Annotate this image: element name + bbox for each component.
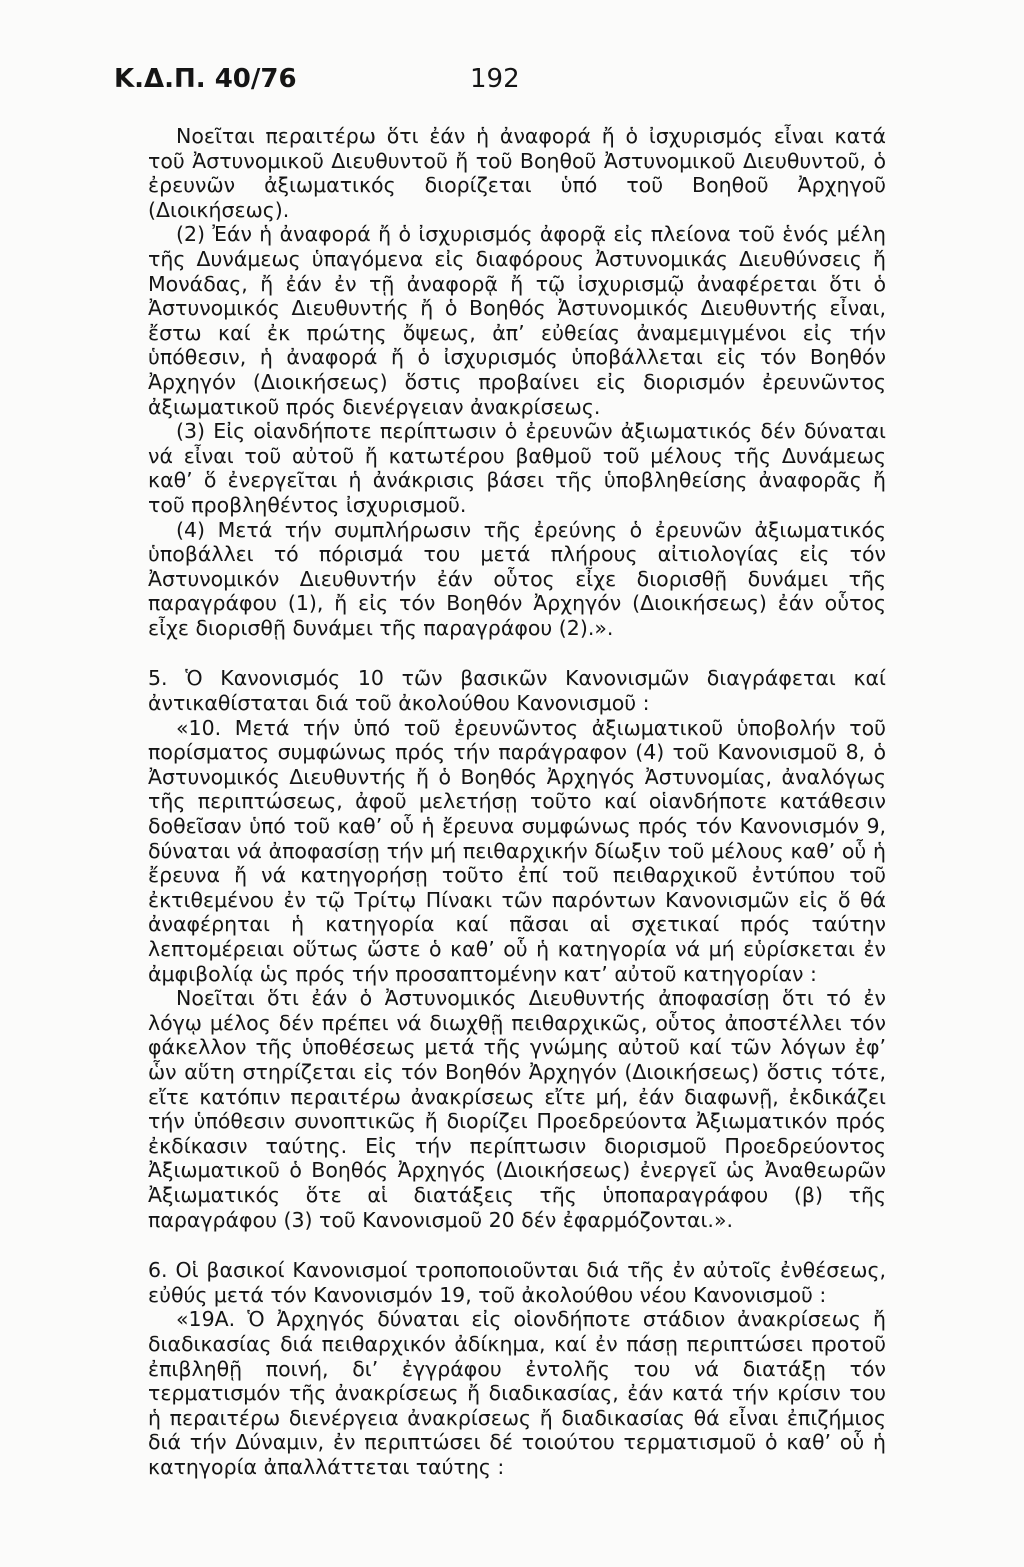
page-header xyxy=(114,64,914,104)
document-reference: Κ.Δ.Π. 40/76 xyxy=(114,64,297,94)
regulation-19a: «19Α. Ὁ Ἀρχηγός δύναται εἰς οἱονδήποτε στάδιον ἀνακρίσεως ἤ διαδικασίας διά πειθαρχικόν ἀδίκημα, καί ἐν πάσῃ περιπτώσει προτοῦ ἐπιβληθῇ ποινή, δι’ ἐγγράφου ἐντολῆς του νά διατάξῃ τόν τερματισμόν τῆς ἀνακρίσεως ἤ διαδικασίας, ἐάν κατά τήν κρίσιν του ἡ περαιτέρω διενέργεια ἀνακρίσεως ἤ διαδικασίας θά εἶναι ἐπιζήμιος διά τήν Δύναμιν, ἐν περιπτώσει δέ τοιούτου τερματισμοῦ ὁ καθ’ οὗ ἡ κατηγορία ἀπαλλάττεται ταύτης : xyxy=(148,1307,886,1479)
section-5: 5. Ὁ Κανονισμός 10 τῶν βασικῶν Κανονισμῶν διαγράφεται καί ἀντικαθίσταται διά τοῦ ἀκολούθου Κανονισμοῦ : xyxy=(148,666,886,716)
body-text xyxy=(148,124,886,1479)
subparagraph-2: (2) Ἐάν ἡ ἀναφορά ἤ ὁ ἰσχυρισμός ἀφορᾷ εἰς πλείονα τοῦ ἑνός μέλη τῆς Δυνάμεως ὑπαγόμενα εἰς διαφόρους Ἀστυνομικάς Διευθύνσεις ἤ Μονάδας, ἤ ἐάν ἐν τῇ ἀναφορᾷ ἤ τῷ ἰσχυρισμῷ ἀναφέρεται ὅτι ὁ Ἀστυνομικός Διευθυντής ἤ ὁ Βοηθός Ἀστυνομικός Διευθυντής εἶναι, ἔστω καί ἐκ πρώτης ὄψεως, ἀπ’ εὐθείας ἀναμεμιγμένοι εἰς τήν ὑπόθεσιν, ἡ ἀναφορά ἤ ὁ ἰσχυρισμός ὑποβάλλεται εἰς τόν Βοηθόν Ἀρχηγόν (Διοικήσεως) ὅστις προβαίνει εἰς διορισμόν ἐρευνῶντος ἀξιωματικοῦ πρός διενέργειαν ἀνακρίσεως. xyxy=(148,222,886,419)
regulation-10-proviso: Νοεῖται ὅτι ἐάν ὁ Ἀστυνομικός Διευθυντής ἀποφασίσῃ ὅτι τό ἐν λόγῳ μέλος δέν πρέπει νά διωχθῇ πειθαρχικῶς, οὗτος ἀποστέλλει τόν φάκελλον τῆς ὑποθέσεως μετά τῆς γνώμης αὐτοῦ καί τῶν λόγων ἐφ’ ὧν αὕτη στηρίζεται εἰς τόν Βοηθόν Ἀρχηγόν (Διοικήσεως) ὅστις τότε, εἴτε κατόπιν περαιτέρω ἀνακρίσεως εἴτε μή, ἐάν διαφωνῇ, ἐκδικάζει τήν ὑπόθεσιν συνοπτικῶς ἤ διορίζει Προεδρεύοντα Ἀξιωματικόν πρός ἐκδίκασιν ταύτης. Εἰς τήν περίπτωσιν διορισμοῦ Προεδρεύοντος Ἀξιωματικοῦ ὁ Βοηθός Ἀρχηγός (Διοικήσεως) ἐνεργεῖ ὡς Ἀναθεωρῶν Ἀξιωματικός ὅτε αἱ διατάξεις τῆς ὑποπαραγράφου (β) τῆς παραγράφου (3) τοῦ Κανονισμοῦ 20 δέν ἐφαρμόζονται.». xyxy=(148,986,886,1232)
regulation-10: «10. Μετά τήν ὑπό τοῦ ἐρευνῶντος ἀξιωματικοῦ ὑποβολήν τοῦ πορίσματος συμφώνως πρός τήν παράγραφον (4) τοῦ Κανονισμοῦ 8, ὁ Ἀστυνομικός Διευθυντής ἤ ὁ Βοηθός Ἀρχηγός Ἀστυνομίας, ἀναλόγως τῆς περιπτώσεως, ἀφοῦ μελετήσῃ τοῦτο καί οἱανδήποτε κατάθεσιν δοθεῖσαν ὑπό τοῦ καθ’ οὗ ἡ ἔρευνα συμφώνως πρός τόν Κανονισμόν 9, δύναται νά ἀποφασίσῃ τήν μή πειθαρχικήν δίωξιν τοῦ μέλους καθ’ οὗ ἡ ἔρευνα ἤ νά κατηγορήσῃ τοῦτο ἐπί τοῦ πειθαρχικοῦ ἐντύπου τοῦ ἐκτιθεμένου ἐν τῷ Τρίτῳ Πίνακι τῶν παρόντων Κανονισμῶν εἰς ὅ θά ἀναφέρηται ἡ κατηγορία καί πᾶσαι αἱ σχετικαί πρός ταύτην λεπτομέρειαι οὕτως ὥστε ὁ καθ’ οὗ ἡ κατηγορία νά μή εὑρίσκεται ἐν ἀμφιβολίᾳ ὡς πρός τήν προσαπτομένην κατ’ αὐτοῦ κατηγορίαν : xyxy=(148,715,886,986)
proviso-paragraph: Νοεῖται περαιτέρω ὅτι ἐάν ἡ ἀναφορά ἤ ὁ ἰσχυρισμός εἶναι κατά τοῦ Ἀστυνομικοῦ Διευθυντοῦ ἤ τοῦ Βοηθοῦ Ἀστυνομικοῦ Διευθυντοῦ, ὁ ἐρευνῶν ἀξιωματικός διορίζεται ὑπό τοῦ Βοηθοῦ Ἀρχηγοῦ (Διοικήσεως). xyxy=(148,124,886,222)
subparagraph-3: (3) Εἰς οἱανδήποτε περίπτωσιν ὁ ἐρευνῶν ἀξιωματικός δέν δύναται νά εἶναι τοῦ αὐτοῦ ἤ κατωτέρου βαθμοῦ τοῦ μέλους τῆς Δυνάμεως καθ’ ὅ ἐνεργεῖται ἡ ἀνάκρισις βάσει τῆς ὑποβληθείσης ἀναφορᾶς ἤ τοῦ προβληθέντος ἰσχυρισμοῦ. xyxy=(148,419,886,517)
page-number: 192 xyxy=(470,64,520,94)
subparagraph-4: (4) Μετά τήν συμπλήρωσιν τῆς ἐρεύνης ὁ ἐρευνῶν ἀξιωματικός ὑποβάλλει τό πόρισμά του μετά πλήρους αἰτιολογίας εἰς τόν Ἀστυνομικόν Διευθυντήν ἐάν οὗτος εἶχε διορισθῇ δυνάμει τῆς παραγράφου (1), ἤ εἰς τόν Βοηθόν Ἀρχηγόν (Διοικήσεως) ἐάν οὗτος εἶχε διορισθῇ δυνάμει τῆς παραγράφου (2).». xyxy=(148,517,886,640)
section-6: 6. Οἱ βασικοί Κανονισμοί τροποποιοῦνται διά τῆς ἐν αὐτοῖς ἐνθέσεως, εὐθύς μετά τόν Κανονισμόν 19, τοῦ ἀκολούθου νέου Κανονισμοῦ : xyxy=(148,1258,886,1307)
